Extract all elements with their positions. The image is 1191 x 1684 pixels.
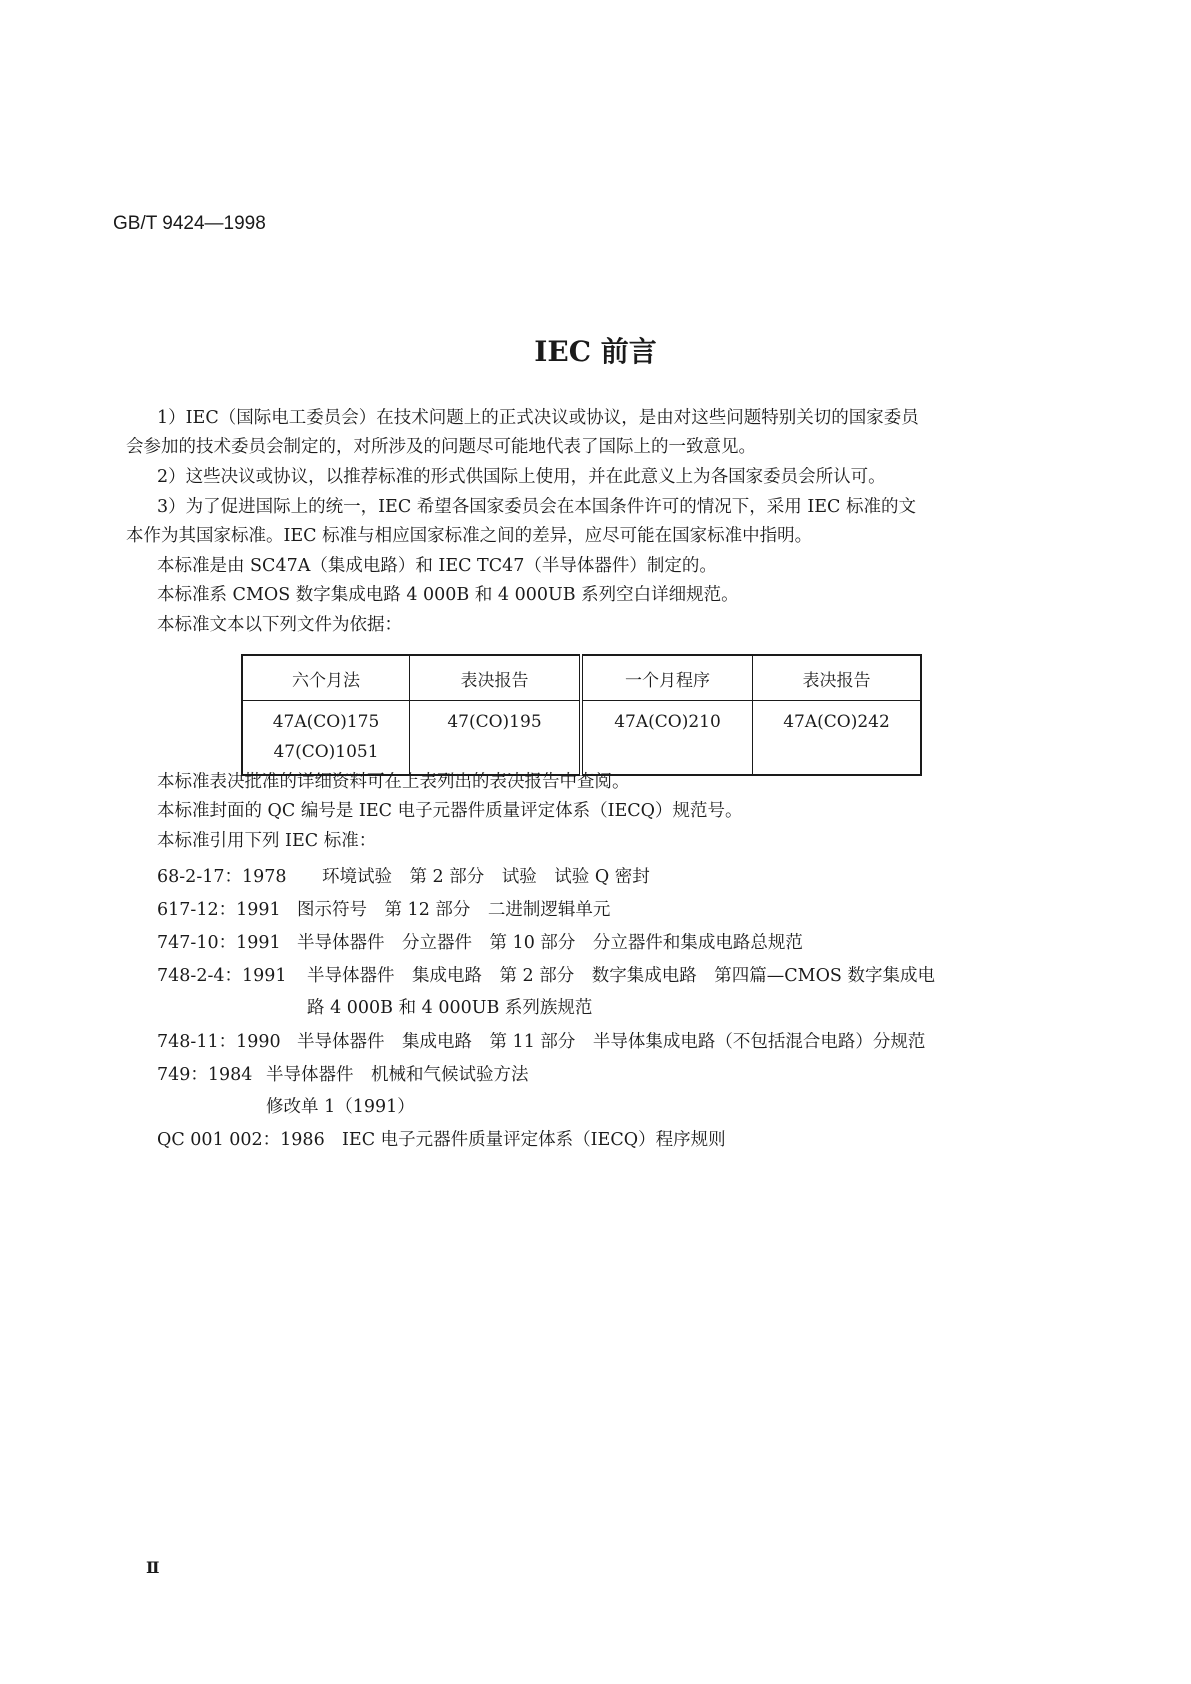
reference-title: 半导体器件 机械和气候试验方法 xyxy=(266,1065,529,1085)
paragraph-3-line-2: 本作为其国家标准。IEC 标准与相应国家标准之间的差异，应尽可能在国家标准中指明。 xyxy=(126,526,813,546)
standard-number: GB/T 9424—1998 xyxy=(113,213,266,234)
paragraph-voting-details: 本标准表决批准的详细资料可在上表列出的表决报告中查阅。 xyxy=(157,772,630,792)
reference-code: 748-11：1990 xyxy=(157,1032,281,1052)
col-one-month-procedure: 一个月程序 xyxy=(581,655,753,701)
paragraph-1-line-2: 会参加的技术委员会制定的，对所涉及的问题尽可能地代表了国际上的一致意见。 xyxy=(126,437,756,457)
doc-ref: 47A(CO)175 xyxy=(272,712,380,732)
col-voting-report-2: 表决报告 xyxy=(753,655,922,701)
cell-six-month xyxy=(242,701,410,776)
paragraph-references-intro: 本标准引用下列 IEC 标准： xyxy=(157,831,377,851)
reference-title: 环境试验 第 2 部分 试验 试验 Q 密封 xyxy=(322,867,650,887)
paragraph-committees: 本标准是由 SC47A（集成电路）和 IEC TC47（半导体器件）制定的。 xyxy=(157,556,717,576)
table-row xyxy=(242,701,921,776)
paragraph-1-line-1: 1）IEC（国际电工委员会）在技术问题上的正式决议或协议，是由对这些问题特别关切的国家委员 xyxy=(157,408,919,428)
page-number: Ⅱ xyxy=(146,1558,160,1577)
doc-ref: 47(CO)1051 xyxy=(273,742,379,762)
cell-one-month: 47A(CO)210 xyxy=(581,701,753,776)
documents-table xyxy=(241,654,922,776)
reference-title: 图示符号 第 12 部分 二进制逻辑单元 xyxy=(297,900,611,920)
cell-voting-report-2: 47A(CO)242 xyxy=(753,701,922,776)
reference-code: 68-2-17：1978 xyxy=(157,867,287,887)
page-title: IEC 前言 xyxy=(534,335,657,368)
paragraph-2: 2）这些决议或协议，以推荐标准的形式供国际上使用，并在此意义上为各国家委员会所认可。 xyxy=(157,467,886,487)
reference-title: IEC 电子元器件质量评定体系（IECQ）程序规则 xyxy=(342,1130,726,1150)
reference-code: QC 001 002：1986 xyxy=(157,1130,325,1150)
cell-voting-report-1: 47(CO)195 xyxy=(410,701,582,776)
paragraph-qc-number: 本标准封面的 QC 编号是 IEC 电子元器件质量评定体系（IECQ）规范号。 xyxy=(157,801,743,821)
reference-code: 747-10：1991 xyxy=(157,933,281,953)
reference-title: 半导体器件 分立器件 第 10 部分 分立器件和集成电路总规范 xyxy=(297,933,803,953)
reference-title-continued: 路 4 000B 和 4 000UB 系列族规范 xyxy=(307,998,593,1018)
reference-code: 617-12：1991 xyxy=(157,900,281,920)
reference-title: 半导体器件 集成电路 第 11 部分 半导体集成电路（不包括混合电路）分规范 xyxy=(297,1032,926,1052)
col-voting-report-1: 表决报告 xyxy=(410,655,582,701)
col-six-month-rule: 六个月法 xyxy=(242,655,410,701)
table-header-row xyxy=(242,655,921,701)
paragraph-series: 本标准系 CMOS 数字集成电路 4 000B 和 4 000UB 系列空白详细规范。 xyxy=(157,585,739,605)
reference-code: 749：1984 xyxy=(157,1065,253,1085)
paragraph-basis: 本标准文本以下列文件为依据： xyxy=(157,615,402,635)
reference-title-continued: 修改单 1（1991） xyxy=(266,1097,415,1117)
paragraph-3-line-1: 3）为了促进国际上的统一，IEC 希望各国家委员会在本国条件许可的情况下，采用 IEC 标准的文 xyxy=(157,497,916,517)
reference-title: 半导体器件 集成电路 第 2 部分 数字集成电路 第四篇—CMOS 数字集成电 xyxy=(307,966,935,986)
reference-code: 748-2-4：1991 xyxy=(157,966,287,986)
